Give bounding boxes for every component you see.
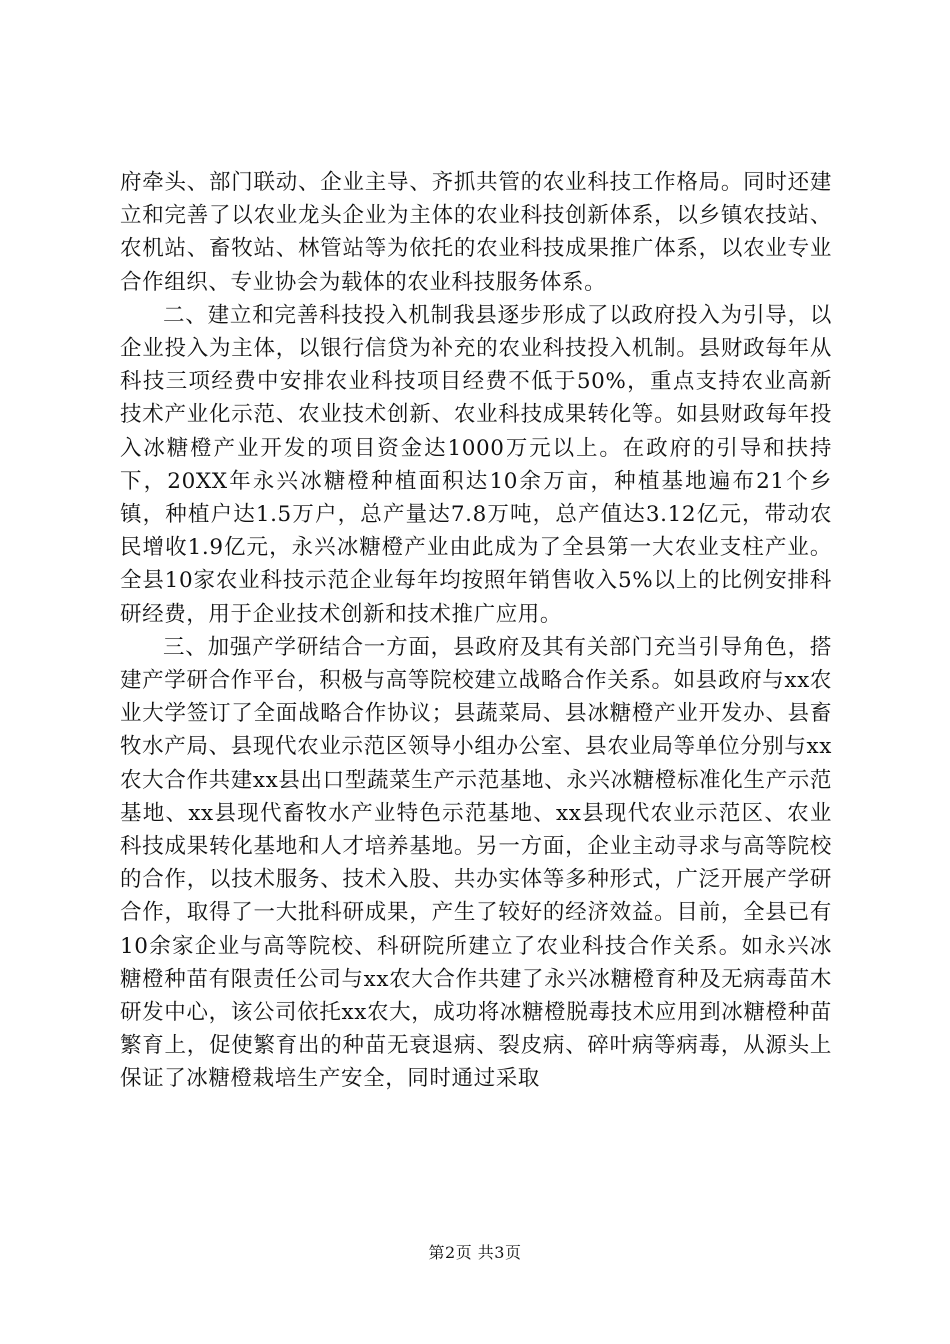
paragraph-section-two: 二、建立和完善科技投入机制我县逐步形成了以政府投入为引导，以企业投入为主体，以银行信贷为补充的农业科技投入机制。县财政每年从科技三项经费中安排农业科技项目经费不低于50%，重点支持农业高新技术产业化示范、农业技术创新、农业科技成果转化等。如县财政每年投入冰糖橙产业开发的项目资金达1000万元以上。在政府的引导和扶持下，20XX年永兴冰糖橙种植面积达10余万亩，种植基地遍布21个乡镇，种植户达1.5万户，总产量达7.8万吨，总产值达3.12亿元，带动农民增收1.9亿元，永兴冰糖橙产业由此成为了全县第一大农业支柱产业。全县10家农业科技示范企业每年均按照年销售收入5%以上的比例安排科研经费，用于企业技术创新和技术推广应用。 [120, 302, 832, 627]
page-footer [0, 1240, 950, 1263]
paragraph-continuation: 府牵头、部门联动、企业主导、齐抓共管的农业科技工作格局。同时还建立和完善了以农业龙头企业为主体的农业科技创新体系，以乡镇农技站、农机站、畜牧站、林管站等为依托的农业科技成果推广体系，以农业专业合作组织、专业协会为载体的农业科技服务体系。 [120, 170, 832, 295]
paragraph-section-three: 三、加强产学研结合一方面，县政府及其有关部门充当引导角色，搭建产学研合作平台，积极与高等院校建立战略合作关系。如县政府与xx农业大学签订了全面战略合作协议；县蔬菜局、县冰糖橙产业开发办、县畜牧水产局、县现代农业示范区领导小组办公室、县农业局等单位分别与xx农大合作共建xx县出口型蔬菜生产示范基地、永兴冰糖橙标准化生产示范基地、xx县现代畜牧水产业特色示范基地、xx县现代农业示范区、农业科技成果转化基地和人才培养基地。另一方面，企业主动寻求与高等院校的合作，以技术服务、技术入股、共办实体等多种形式，广泛开展产学研合作，取得了一大批科研成果，产生了较好的经济效益。目前，全县已有10余家企业与高等院校、科研院所建立了农业科技合作关系。如永兴冰糖橙种苗有限责任公司与xx农大合作共建了永兴冰糖橙育种及无病毒苗木研发中心，该公司依托xx农大，成功将冰糖橙脱毒技术应用到冰糖橙种苗繁育上，促使繁育出的种苗无衰退病、裂皮病、碎叶病等病毒，从源头上保证了冰糖橙栽培生产安全，同时通过采取 [120, 634, 832, 1092]
document-body [120, 166, 832, 1096]
page-number-label: 第2页 共3页 [428, 1243, 522, 1262]
